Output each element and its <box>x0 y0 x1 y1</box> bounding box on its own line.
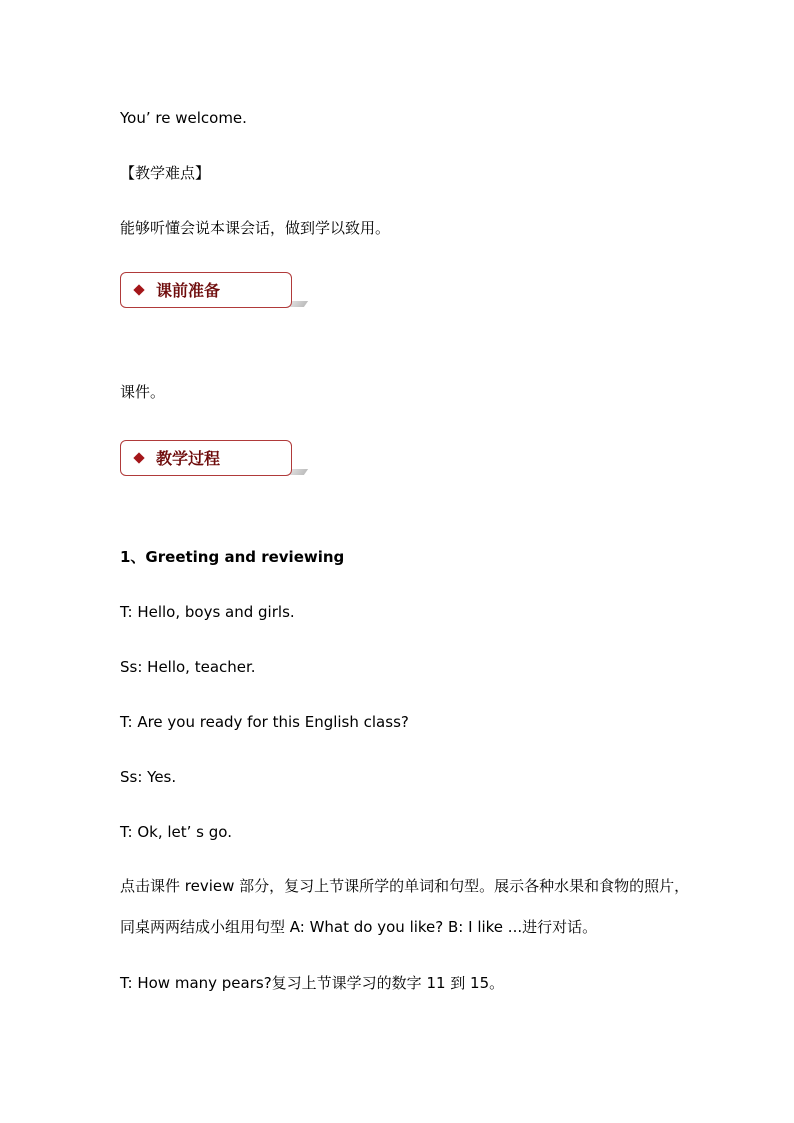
dialogue-line: Ss: Yes. <box>120 768 177 786</box>
section-title: 课前准备 <box>156 281 221 300</box>
section-header-prep <box>120 272 292 308</box>
section-header-process <box>120 440 292 476</box>
welcome-line: You’ re welcome. <box>120 109 247 127</box>
pears-line: T: How many pears?复习上节课学习的数字 11 到 15。 <box>120 974 505 992</box>
diamond-icon <box>133 284 144 295</box>
dialogue-line: T: Are you ready for this English class? <box>120 713 409 731</box>
section-title: 教学过程 <box>156 449 221 468</box>
dialogue-line: Ss: Hello, teacher. <box>120 658 256 676</box>
materials-line: 课件。 <box>120 383 166 401</box>
diamond-icon <box>133 452 144 463</box>
step-heading: 1、Greeting and reviewing <box>120 548 345 566</box>
difficulty-text: 能够听懂会说本课会话，做到学以致用。 <box>120 219 391 237</box>
dialogue-line: T: Hello, boys and girls. <box>120 603 295 621</box>
difficulty-heading: 【教学难点】 <box>120 164 211 182</box>
dialogue-line: T: Ok, let’ s go. <box>120 823 232 841</box>
review-paragraph: 点击课件 review 部分，复习上节课所学的单词和句型。展示各种水果和食物的照片，同桌两两结成小组用句型 A: What do you like? B: I like ...进行对话。 <box>120 877 690 936</box>
